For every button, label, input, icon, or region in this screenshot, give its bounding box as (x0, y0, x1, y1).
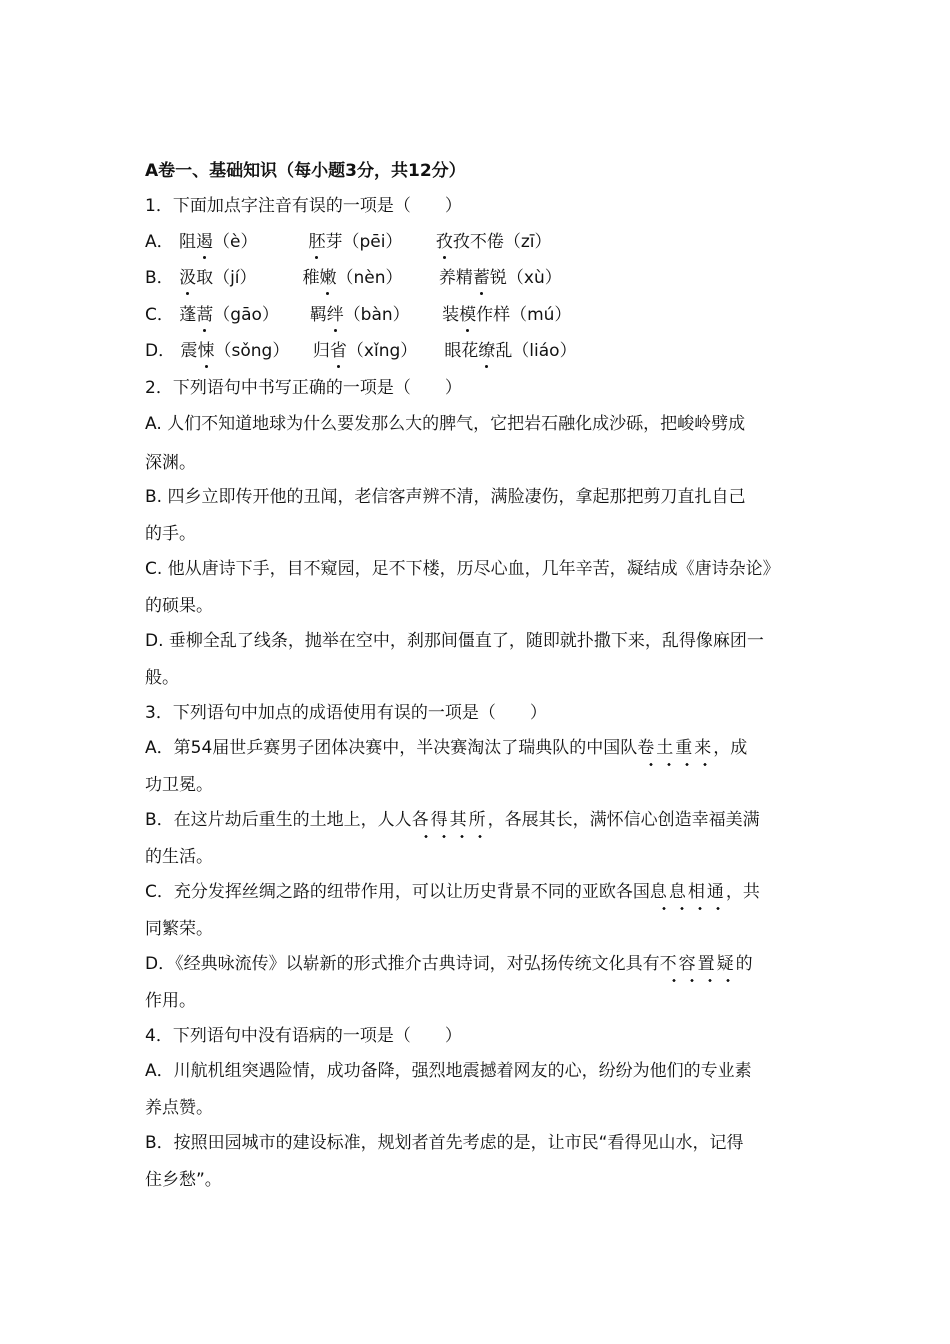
q3-option-c-line1: C．充分发挥丝绸之路的纽带作用，可以让历史背景不同的亚欧各国息息相通，共 (145, 882, 760, 902)
q1-a-item-1: 阻遏（è） (179, 232, 258, 252)
q1-b-item-1: 汲取（jí） (179, 268, 257, 288)
q2-option-d-line2: 般。 (145, 668, 179, 688)
q4-stem: 4．下列语句中没有语病的一项是（ ） (145, 1026, 462, 1046)
q2-option-b-line1: B. 四乡立即传开他的丑闻，老信客声辨不清，满脸凄伤，拿起那把剪刀直扎自己 (145, 487, 746, 507)
q3-option-b-line1: B．在这片劫后重生的土地上，人人各得其所，各展其长，满怀信心创造幸福美满 (145, 810, 760, 830)
q3-c-idiom: 息息相通 (649, 882, 726, 902)
section-title: A卷一、基础知识（每小题3分，共12分） (145, 161, 466, 181)
q3-option-a-line2: 功卫冕。 (145, 775, 213, 795)
q1-option-c (145, 303, 571, 327)
q1-c-item-2: 羁绊（bàn） (309, 305, 410, 325)
q4-option-b-line2: 住乡愁”。 (145, 1170, 222, 1190)
q2-option-c-line2: 的硕果。 (145, 596, 213, 616)
q1-d-label: D． (145, 341, 176, 361)
q3-option-a-line1: A．第54届世乒赛男子团体决赛中，半决赛淘汰了瑞典队的中国队卷土重来，成 (145, 738, 748, 758)
q4-option-a-line1: A．川航机组突遇险情，成功备降，强烈地震撼着网友的心，纷纷为他们的专业素 (145, 1061, 752, 1081)
q3-stem: 3．下列语句中加点的成语使用有误的一项是（ ） (145, 703, 547, 723)
q2-stem: 2．下列语句中书写正确的一项是（ ） (145, 378, 462, 398)
q4-option-a-line2: 养点赞。 (145, 1098, 213, 1118)
q1-option-d (145, 339, 577, 363)
q1-option-a (145, 230, 552, 254)
q3-option-d-line1: D．《经典咏流传》以崭新的形式推介古典诗词，对弘扬传统文化具有不容置疑的 (145, 954, 753, 974)
q2-option-c-line1: C. 他从唐诗下手，目不窥园，足不下楼，历尽心血，几年辛苦，凝结成《唐诗杂论》 (145, 559, 780, 579)
q3-b-idiom: 各得其所 (411, 810, 488, 830)
q1-d-item-3: 眼花缭乱（liáo） (444, 341, 577, 361)
q3-a-idiom: 卷土重来 (637, 738, 714, 758)
q4-option-b-line1: B．按照田园城市的建设标准，规划者首先考虑的是，让市民“看得见山水，记得 (145, 1133, 744, 1153)
q1-a-item-3: 孜孜不倦（zī） (435, 232, 552, 252)
q1-b-item-3: 养精蓄锐（xù） (438, 268, 562, 288)
q1-d-item-1: 震悚（sǒng） (180, 341, 290, 361)
q1-stem: 1．下面加点字注音有误的一项是（ ） (145, 196, 462, 216)
q1-b-label: B． (145, 268, 174, 288)
q2-option-b-line2: 的手。 (145, 524, 196, 544)
q3-option-c-line2: 同繁荣。 (145, 919, 213, 939)
q1-c-item-3: 装模作样（mú） (442, 305, 572, 325)
q3-option-d-line2: 作用。 (145, 991, 196, 1011)
q3-d-idiom: 不容置疑 (659, 954, 736, 974)
q1-b-item-2: 稚嫩（nèn） (302, 268, 403, 288)
q1-option-b (145, 266, 562, 290)
q1-a-item-2: 胚芽（pēi） (308, 232, 403, 252)
q2-option-a-line1: A. 人们不知道地球为什么要发那么大的脾气，它把岩石融化成沙砾，把峻岭劈成 (145, 414, 746, 434)
q3-option-b-line2: 的生活。 (145, 847, 213, 867)
q2-option-a-line2: 深渊。 (145, 453, 196, 473)
q1-c-label: C． (145, 305, 174, 325)
q1-c-item-1: 蓬蒿（gāo） (179, 305, 279, 325)
q1-a-label: A． (145, 232, 174, 252)
q1-d-item-2: 归省（xǐng） (312, 341, 418, 361)
q2-option-d-line1: D. 垂柳全乱了线条，抛举在空中，刹那间僵直了，随即就扑撒下来，乱得像麻团一 (145, 631, 764, 651)
